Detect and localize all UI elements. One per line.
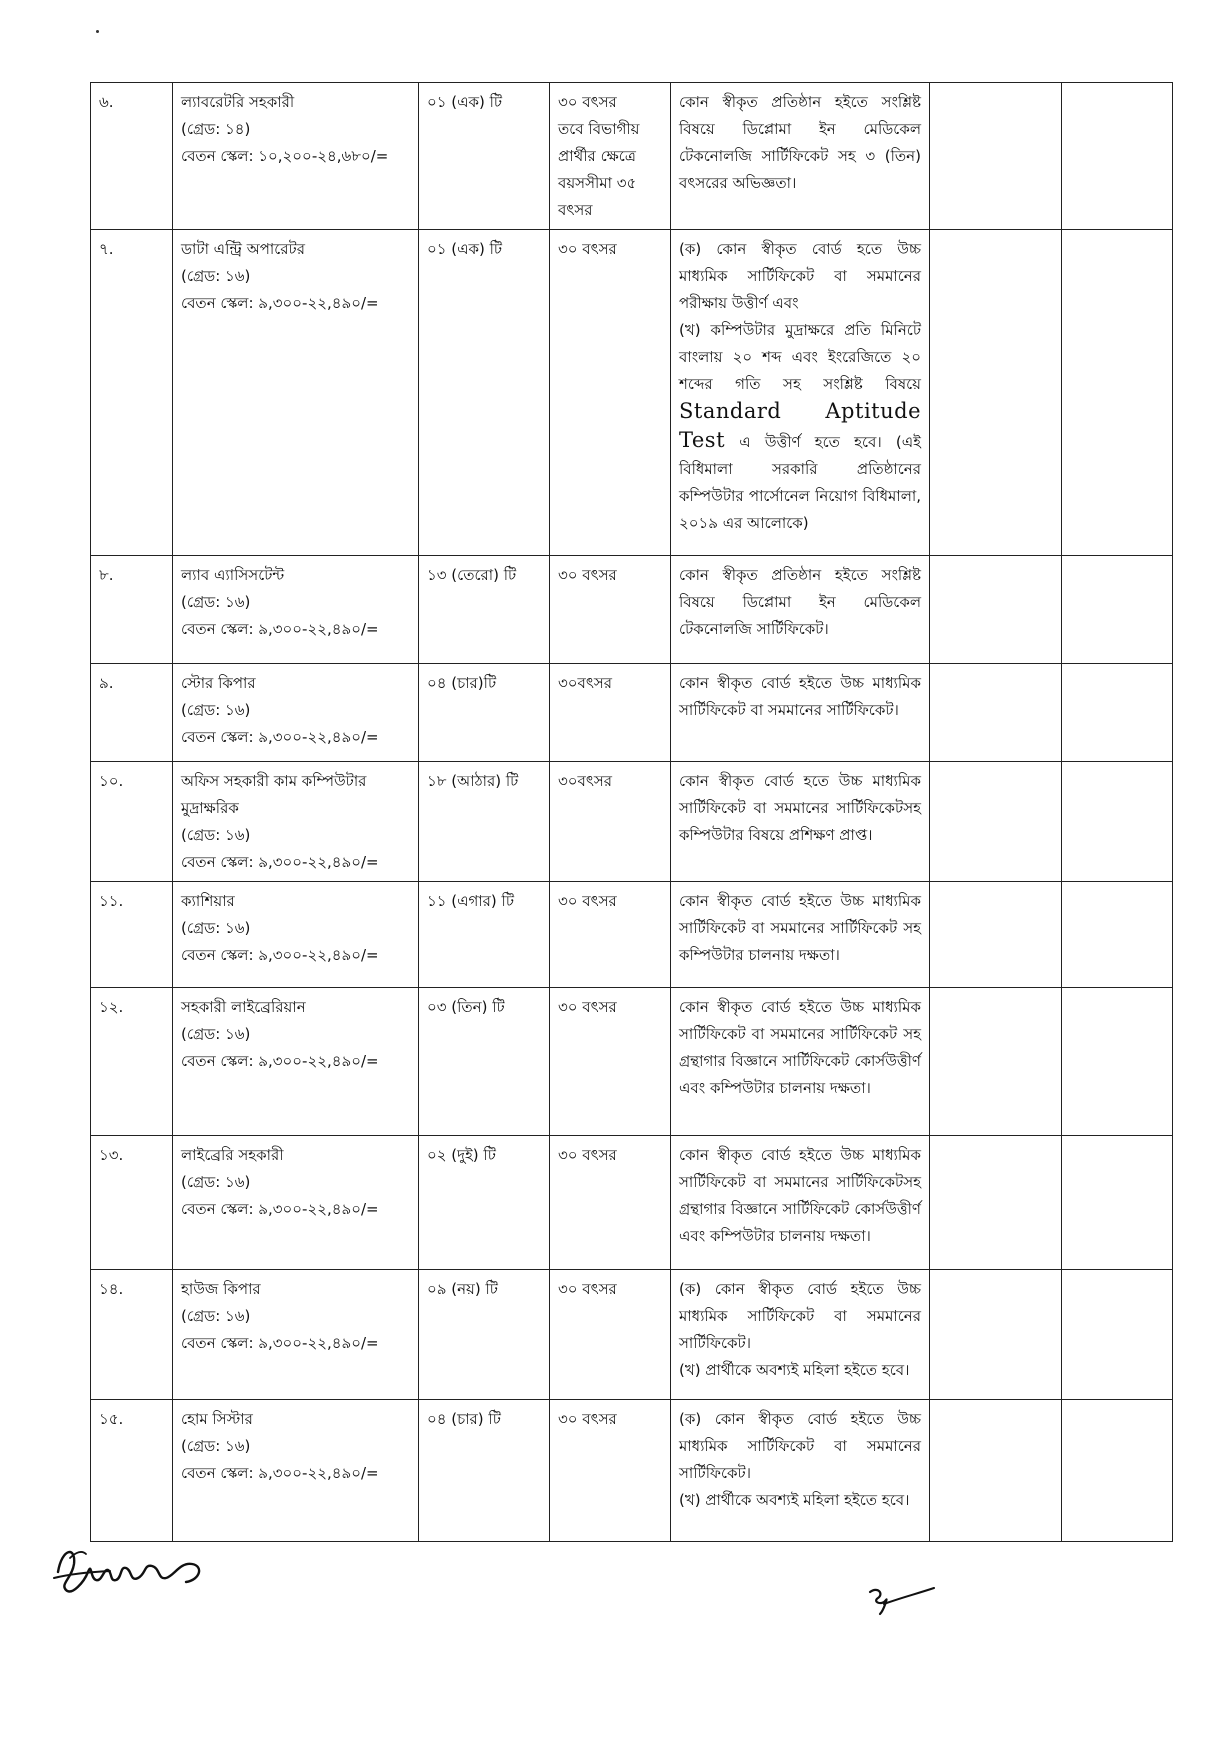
empty-cell <box>1062 230 1173 556</box>
qualification-cell <box>671 556 930 664</box>
post-grade: (গ্রেড: ১৬) <box>181 267 251 285</box>
qualification-text: কোন স্বীকৃত বোর্ড হইতে উচ্চ মাধ্যমিক সার্টিফিকেট বা সমমানের সার্টিফিকেট সহ কম্পিউটার চালনায় দক্ষতা। <box>679 892 921 964</box>
serial-cell: ৭. <box>91 230 173 556</box>
age-limit-cell <box>550 988 671 1136</box>
age-limit-cell <box>550 1270 671 1400</box>
empty-cell <box>930 882 1062 988</box>
empty-cell <box>930 762 1062 882</box>
posts-table <box>90 82 1173 1542</box>
age-line: প্রার্থীর ক্ষেত্রে <box>558 147 636 165</box>
post-cell <box>173 988 419 1136</box>
qualification-text: কোন স্বীকৃত প্রতিষ্ঠান হইতে সংশ্লিষ্ট বিষয়ে ডিপ্লোমা ইন মেডিকেল টেকনোলজি সার্টিফিকেট সহ ৩ (তিন) বৎসরের অভিজ্ঞতা। <box>679 93 921 192</box>
age-line: ৩০বৎসর <box>558 772 613 790</box>
empty-cell <box>1062 762 1173 882</box>
post-cell <box>173 882 419 988</box>
pay-scale: বেতন স্কেল: ৯,৩০০-২২,৪৯০/= <box>181 853 379 871</box>
age-limit-cell <box>550 1400 671 1542</box>
serial-cell: ৯. <box>91 664 173 762</box>
qualification-cell <box>671 230 930 556</box>
handwritten-signature-left <box>50 1538 210 1602</box>
age-line: ৩০ বৎসর <box>558 566 617 584</box>
post-name: ল্যাব এ্যাসিসটেন্ট <box>181 566 285 584</box>
serial-cell: ১৪. <box>91 1270 173 1400</box>
serial-cell: ১৫. <box>91 1400 173 1542</box>
qualification-item-b-rest: এ উত্তীর্ণ হতে হবে। (এই বিধিমালা সরকারি প্রতিষ্ঠানের কম্পিউটার পার্সোনেল নিয়োগ বিধিমালা, ২০১৯ এর আলোকে) <box>679 433 921 532</box>
empty-cell <box>930 1136 1062 1270</box>
serial-cell: ৬. <box>91 83 173 230</box>
age-line: তবে বিভাগীয় <box>558 120 640 138</box>
post-grade: (গ্রেড: ১৬) <box>181 1437 251 1455</box>
age-line: ৩০ বৎসর <box>558 1280 617 1298</box>
table-row <box>91 664 1173 762</box>
age-line: ৩০ বৎসর <box>558 892 617 910</box>
post-name: অফিস সহকারী কাম কম্পিউটার মুদ্রাক্ষরিক <box>181 772 367 817</box>
empty-cell <box>930 1400 1062 1542</box>
qualification-cell <box>671 1270 930 1400</box>
empty-cell <box>930 988 1062 1136</box>
qualification-cell <box>671 762 930 882</box>
post-name: ডাটা এন্ট্রি অপারেটর <box>181 240 305 258</box>
empty-cell <box>1062 882 1173 988</box>
table-row <box>91 762 1173 882</box>
post-name: হোম সিস্টার <box>181 1410 253 1428</box>
post-name: ল্যাবরেটরি সহকারী <box>181 93 295 111</box>
table-row <box>91 556 1173 664</box>
post-name: স্টোর কিপার <box>181 674 256 692</box>
qualification-item-b: (খ) প্রার্থীকে অবশ্যই মহিলা হইতে হবে। <box>679 1361 910 1379</box>
qualification-text: কোন স্বীকৃত বোর্ড হতে উচ্চ মাধ্যমিক সার্টিফিকেট বা সমমানের সার্টিফিকেটসহ কম্পিউটার বিষয়ে প্রশিক্ষণ প্রাপ্ত। <box>679 772 921 844</box>
post-cell <box>173 664 419 762</box>
post-cell <box>173 83 419 230</box>
pay-scale: বেতন স্কেল: ৯,৩০০-২২,৪৯০/= <box>181 946 379 964</box>
post-count-cell: ০৯ (নয়) টি <box>419 1270 550 1400</box>
post-grade: (গ্রেড: ১৬) <box>181 593 251 611</box>
empty-cell <box>930 664 1062 762</box>
empty-cell <box>1062 664 1173 762</box>
qualification-item-b-text: (খ) কম্পিউটার মুদ্রাক্ষরে প্রতি মিনিটে বাংলায় ২০ শব্দ এবং ইংরেজিতে ২০ শব্দের গতি সহ সংশ্লিষ্ট বিষয়ে <box>679 321 921 393</box>
age-line: ৩০ বৎসর <box>558 93 617 111</box>
age-line: বয়সসীমা ৩৫ <box>558 174 637 192</box>
empty-cell <box>1062 556 1173 664</box>
post-count-cell: ১৩ (তেরো) টি <box>419 556 550 664</box>
empty-cell <box>1062 1270 1173 1400</box>
pay-scale: বেতন স্কেল: ৯,৩০০-২২,৪৯০/= <box>181 1200 379 1218</box>
pay-scale: বেতন স্কেল: ৯,৩০০-২২,৪৯০/= <box>181 1334 379 1352</box>
qualification-item-a: (ক) কোন স্বীকৃত বোর্ড হইতে উচ্চ মাধ্যমিক সার্টিফিকেট বা সমমানের সার্টিফিকেট। <box>679 1280 921 1352</box>
standard-aptitude-test: Standard Aptitude Test <box>679 399 921 452</box>
age-limit-cell <box>550 762 671 882</box>
qualification-item-b <box>679 317 921 537</box>
qualification-cell <box>671 1136 930 1270</box>
qualification-item-b: (খ) প্রার্থীকে অবশ্যই মহিলা হইতে হবে। <box>679 1491 910 1509</box>
table-row <box>91 1136 1173 1270</box>
post-count-cell: ১৮ (আঠার) টি <box>419 762 550 882</box>
table-row <box>91 1270 1173 1400</box>
post-count-cell: ০৩ (তিন) টি <box>419 988 550 1136</box>
table-row <box>91 83 1173 230</box>
empty-cell <box>1062 988 1173 1136</box>
qualification-item-a: (ক) কোন স্বীকৃত বোর্ড হইতে উচ্চ মাধ্যমিক সার্টিফিকেট বা সমমানের সার্টিফিকেট। <box>679 1410 921 1482</box>
post-name: লাইব্রেরি সহকারী <box>181 1146 284 1164</box>
post-grade: (গ্রেড: ১৪) <box>181 120 251 138</box>
age-limit-cell <box>550 882 671 988</box>
age-line: ৩০ বৎসর <box>558 240 617 258</box>
table-row <box>91 230 1173 556</box>
age-line: ৩০ বৎসর <box>558 1410 617 1428</box>
post-count-cell: ০৪ (চার)টি <box>419 664 550 762</box>
qualification-cell <box>671 664 930 762</box>
post-name: হাউজ কিপার <box>181 1280 261 1298</box>
age-limit-cell <box>550 83 671 230</box>
empty-cell <box>930 556 1062 664</box>
pay-scale: বেতন স্কেল: ৯,৩০০-২২,৪৯০/= <box>181 294 379 312</box>
post-grade: (গ্রেড: ১৬) <box>181 1307 251 1325</box>
age-limit-cell <box>550 556 671 664</box>
age-line: ৩০বৎসর <box>558 674 613 692</box>
post-grade: (গ্রেড: ১৬) <box>181 919 251 937</box>
age-limit-cell <box>550 664 671 762</box>
age-line: ৩০ বৎসর <box>558 998 617 1016</box>
qualification-item-a: (ক) কোন স্বীকৃত বোর্ড হতে উচ্চ মাধ্যমিক সার্টিফিকেট বা সমমানের পরীক্ষায় উত্তীর্ণ এবং <box>679 240 921 312</box>
qualification-cell <box>671 1400 930 1542</box>
pay-scale: বেতন স্কেল: ৯,৩০০-২২,৪৯০/= <box>181 620 379 638</box>
post-cell <box>173 230 419 556</box>
age-line: বৎসর <box>558 201 593 219</box>
qualification-text: কোন স্বীকৃত বোর্ড হইতে উচ্চ মাধ্যমিক সার্টিফিকেট বা সমমানের সার্টিফিকেটসহ গ্রন্থাগার বিজ্ঞানে সার্টিফিকেট কোর্সউত্তীর্ণ এবং কম্পিউটার চালনায় দক্ষতা। <box>679 1146 921 1245</box>
qualification-text: কোন স্বীকৃত প্রতিষ্ঠান হইতে সংশ্লিষ্ট বিষয়ে ডিপ্লোমা ইন মেডিকেল টেকনোলজি সার্টিফিকেট। <box>679 566 921 638</box>
empty-cell <box>1062 1136 1173 1270</box>
pay-scale: বেতন স্কেল: ১০,২০০-২৪,৬৮০/= <box>181 147 389 165</box>
serial-cell: ১১. <box>91 882 173 988</box>
qualification-text: কোন স্বীকৃত বোর্ড হইতে উচ্চ মাধ্যমিক সার্টিফিকেট বা সমমানের সার্টিফিকেট। <box>679 674 921 719</box>
post-cell <box>173 556 419 664</box>
qualification-text: কোন স্বীকৃত বোর্ড হইতে উচ্চ মাধ্যমিক সার্টিফিকেট বা সমমানের সার্টিফিকেট সহ গ্রন্থাগার বিজ্ঞানে সার্টিফিকেট কোর্সউত্তীর্ণ এবং কম্পিউটার চালনায় দক্ষতা। <box>679 998 921 1097</box>
post-grade: (গ্রেড: ১৬) <box>181 701 251 719</box>
empty-cell <box>930 230 1062 556</box>
empty-cell <box>1062 1400 1173 1542</box>
table-row <box>91 882 1173 988</box>
post-count-cell: ০১ (এক) টি <box>419 230 550 556</box>
pay-scale: বেতন স্কেল: ৯,৩০০-২২,৪৯০/= <box>181 728 379 746</box>
post-cell <box>173 762 419 882</box>
pay-scale: বেতন স্কেল: ৯,৩০০-২২,৪৯০/= <box>181 1052 379 1070</box>
post-count-cell: ০২ (দুই) টি <box>419 1136 550 1270</box>
post-count-cell: ০১ (এক) টি <box>419 83 550 230</box>
post-count-cell: ১১ (এগার) টি <box>419 882 550 988</box>
serial-cell: ১২. <box>91 988 173 1136</box>
age-limit-cell <box>550 1136 671 1270</box>
post-cell <box>173 1400 419 1542</box>
empty-cell <box>930 83 1062 230</box>
post-grade: (গ্রেড: ১৬) <box>181 1173 251 1191</box>
serial-cell: ১০. <box>91 762 173 882</box>
age-limit-cell <box>550 230 671 556</box>
serial-cell: ১৩. <box>91 1136 173 1270</box>
qualification-cell <box>671 882 930 988</box>
table-row <box>91 988 1173 1136</box>
handwritten-initials-right <box>860 1580 940 1620</box>
post-cell <box>173 1136 419 1270</box>
post-cell <box>173 1270 419 1400</box>
empty-cell <box>1062 83 1173 230</box>
pay-scale: বেতন স্কেল: ৯,৩০০-২২,৪৯০/= <box>181 1464 379 1482</box>
age-line: ৩০ বৎসর <box>558 1146 617 1164</box>
post-name: ক্যাশিয়ার <box>181 892 235 910</box>
scan-speck <box>96 30 99 33</box>
post-grade: (গ্রেড: ১৬) <box>181 826 251 844</box>
qualification-cell <box>671 83 930 230</box>
post-grade: (গ্রেড: ১৬) <box>181 1025 251 1043</box>
qualification-cell <box>671 988 930 1136</box>
serial-cell: ৮. <box>91 556 173 664</box>
post-count-cell: ০৪ (চার) টি <box>419 1400 550 1542</box>
post-name: সহকারী লাইব্রেরিয়ান <box>181 998 306 1016</box>
table-row <box>91 1400 1173 1542</box>
empty-cell <box>930 1270 1062 1400</box>
